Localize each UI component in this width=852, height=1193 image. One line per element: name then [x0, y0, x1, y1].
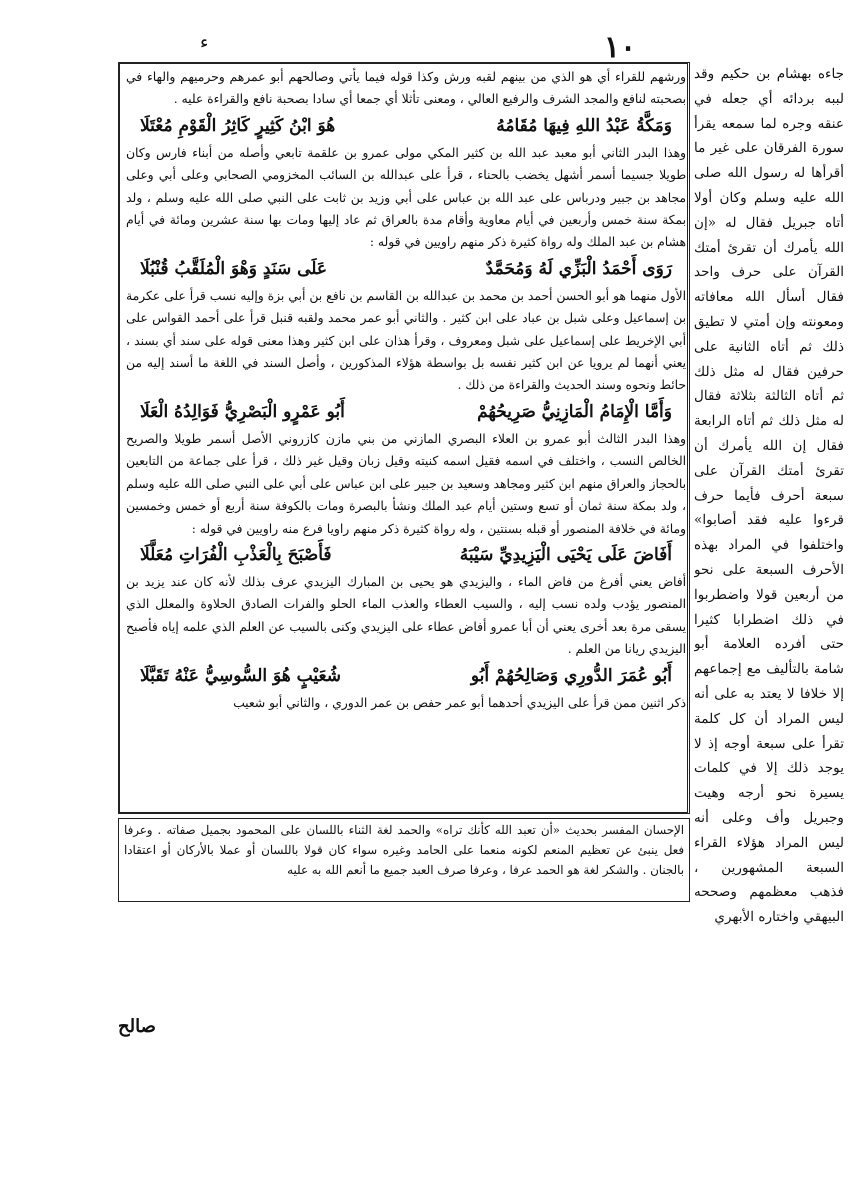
verse-5-first-hemistich: أَبُو عُمَرَ الدُّورِي وَصَالِحُهُمْ أَبُو	[470, 665, 672, 686]
paragraph-duri-susi: ذكر اثنين ممن قرأ على اليزيدي أحدهما أبو عمر حفص بن عمر الدوري ، والثاني أبو شعيب	[233, 695, 686, 710]
margin-commentary-text: جاءه بهشام بن حكيم وقد لببه بردائه أي جعله في عنقه وجره لما سمعه يقرأ سورة الفرقان على غير ما أقرأها له رسول الله صلى الله عليه وسلم وكان أولا أتاه جبريل فقال له «إن الله يأمرك أن تقرئ أمتك القرآن على حرف واحد فقال أسأل الله معافاته ومعونته وإن أمتي لا تطيق ذلك ثم أتاه الثانية على حرفين فقال له مثل ذلك ثم أتاه الثالثة بثلاثة فقال له مثل ذلك ثم أتاه الرابعة فقال إن الله يأمرك أن تقرئ أمتك القرآن على سبعة أحرف فأيما حرف قرءوا عليه فقد أصابوا» واختلفوا في المراد بهذه الأحرف السبعة على نحو من أربعين قولا واضطربوا في ذلك اضطرابا كثيرا حتى أفرده العلامة أبو شامة بالتأليف مع إجماعهم إلا خلافا لا يعتد به على أنه ليس المراد أن كل كلمة تقرأ على سبعة أوجه إذ لا يوجد ذلك إلا في كلمات يسيرة نحو أرجه وهيت وجبريل وأف وعلى أنه ليس المراد هؤلاء القراء السبعة المشهورين ، فذهب معظمهم وصححه البيهقي واختاره الأبهري	[694, 66, 844, 926]
verse-2	[126, 254, 686, 285]
margin-commentary	[694, 62, 844, 1098]
verse-2-second-hemistich: عَلَى سَنَدٍ وَهْوَ الْمُلَقَّبُ قُنْبُلَا	[140, 258, 328, 279]
verse-4-second-hemistich: فَأَصْبَحَ بِالْعَذْبِ الْفُرَاتِ مُعَلَّلَا	[140, 544, 332, 565]
intro-paragraph: ورشهم للقراء أي هو الذي من بينهم لقبه ورش وكذا قوله فيما يأتي وصالحهم أبو عمرهم وحرميهم والهاء في بصحبته لنافع والمجد الشرف والرفيع العالي ، ومعنى تأثلا أي جمعا أي سادا بصحبة نافع والقراءة عليه .	[126, 70, 686, 107]
verse-5-second-hemistich: شُعَيْبٍ هُوَ السُّوسِيُّ عَنْهُ تَقَبَّلَا	[140, 665, 341, 686]
footnote-text: الإحسان المفسر بحديث «أن تعبد الله كأنك تراه» والحمد لغة الثناء باللسان على المحمود بجميل صفاته . وعرفا فعل ينبئ عن تعظيم المنعم لكونه منعما على الحامد وغيره سواء كان قولا باللسان أو عملا بالأركان أو اعتقادا بالجنان . والشكر لغة هو الحمد عرفا ، وعرفا صرف العبد جميع ما أنعم الله به عليه	[124, 823, 684, 877]
verse-1-second-hemistich: هُوَ ابْنُ كَثِيرٍ كَاثِرُ الْقَوْمِ مُعْتَلَا	[140, 115, 336, 136]
verse-2-first-hemistich: رَوَى أَحْمَدُ الْبَزِّي لَهُ وَمُحَمَّدٌ	[485, 258, 672, 279]
verse-3-first-hemistich: وَأَمَّا الْإِمَامُ الْمَازِنِيُّ صَرِيحُهُمْ	[477, 401, 672, 422]
paragraph-abu-amr: وهذا البدر الثالث أبو عمرو بن العلاء البصري المازني من بني مازن كازروني الأصل أسمر طويلا والصريح الخالص النسب ، واختلف في اسمه فقيل اسمه كنيته وقيل زبان وقيل غير ذلك ، قرأ على جماعة من التابعين بالحجاز والعراق منهم ابن كثير ومجاهد وسعيد بن جبير على ابن عباس على أبي على النبي صلى الله عليه وسلم ، ولد بمكة سنة ثمان أو تسع وستين أيام عبد الملك ونشأ بالبصرة ومات بالكوفة سنة أربع أو خمس وخمسين ومائة في خلافة المنصور أو قبله بسنتين ، وله رواة كثيرة ذكر منهم راويا فرع منه راويين في قوله :	[126, 431, 686, 536]
verse-5	[126, 661, 686, 692]
verse-4-first-hemistich: أَفَاضَ عَلَى يَحْيَى الْيَزِيدِيِّ سَيْبَهُ	[459, 544, 672, 565]
verse-1	[126, 111, 686, 142]
verse-1-first-hemistich: وَمَكَّةُ عَبْدُ اللهِ فِيهَا مُقَامُهُ	[496, 115, 672, 136]
catchword: صالح	[118, 1016, 156, 1037]
page-number: ١٠	[603, 30, 637, 65]
paragraph-narrators-bazzi-qunbul: الأول منهما هو أبو الحسن أحمد بن محمد بن عبدالله بن القاسم بن نافع بن أبي بزة وإليه نسب قرأ على عكرمة بن إسماعيل وعلى شبل بن عباد على ابن كثير . والثاني أبو عمر محمد ولقبه قنبل قرأ على أحمد القواس على أبي الإخريط على إسماعيل على شبل ومعروف ، وقرأ هذان على ابن كثير وهذا معنى قوله على سند أي بسند ، يعني أنهما لم يرويا عن ابن كثير نفسه بل بواسطة هؤلاء المذكورين ، وأصل السند في اللغة ما أسند إليه من حائط ونحوه وسند الحديث والقراءة من ذلك .	[126, 288, 686, 393]
paragraph-yazidi: أفاض يعني أفرغ من فاض الماء ، واليزيدي هو يحيى بن المبارك اليزيدي عرف بذلك لأنه كان عند يزيد بن المنصور يؤدب ولده نسب إليه ، والسيب العطاء والعذب الماء الحلو والفرات الصادق الحلاوة والمعلل الذي يسقى مرة بعد أخرى يعني أن أبا عمرو أفاض عطاء على اليزيدي وكنى بالسيب عن العلم الذي علمه إياه فأصبح اليزيدي ريانا من العلم .	[126, 574, 686, 657]
footnote-column	[124, 820, 684, 900]
margin-mark: ﺀ	[200, 32, 209, 53]
paragraph-ibn-kathir: وهذا البدر الثاني أبو معبد عبد الله بن كثير المكي مولى عمرو بن علقمة تابعي وأصله من أبناء فارس وكان طويلا جسيما أسمر أشهل يخضب بالحناء ، قرأ على عبدالله بن السائب المخزومي الصحابي وعلى أبي وعلى مجاهد بن جبير ودرباس على عبد الله بن عباس على أبي وزيد بن ثابت على النبي صلى الله عليه وسلم ، ولد بمكة سنة خمس وأربعين في أيام معاوية وأقام مدة بالعراق ثم عاد إليها ومات بها سنة عشرين ومائة في أيام هشام بن عبد الملك وله رواة كثيرة ذكر منهم راويين في قوله :	[126, 145, 686, 250]
main-text-column	[126, 66, 686, 810]
verse-3	[126, 397, 686, 428]
verse-3-second-hemistich: أَبُو عَمْرٍو الْبَصْرِيُّ فَوَالِدُهُ الْعَلَا	[140, 401, 345, 422]
verse-4	[126, 540, 686, 571]
